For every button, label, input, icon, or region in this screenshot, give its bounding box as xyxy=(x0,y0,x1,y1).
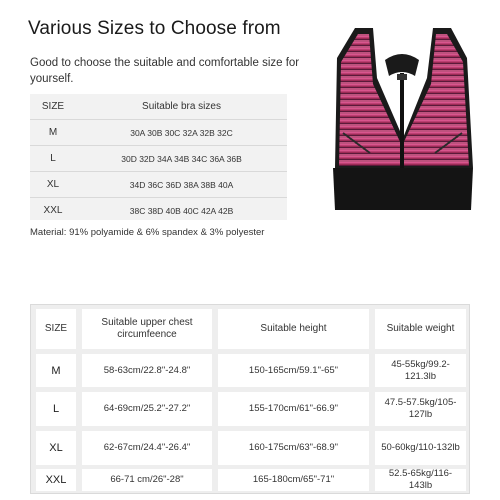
bra-sizes-cell: 30A 30B 30C 32A 32B 32C xyxy=(130,127,233,138)
table-row xyxy=(30,120,287,146)
bra-size-table xyxy=(30,94,287,220)
size-cell: L xyxy=(36,392,76,426)
weight-cell: 47.5-57.5kg/105-127lb xyxy=(375,392,466,426)
bra-sizes-cell: 38C 38D 40B 40C 42A 42B xyxy=(129,205,234,216)
zipper-pull-icon xyxy=(397,74,407,80)
chest-cell: 62-67cm/24.4"-26.4" xyxy=(82,431,212,465)
size-cell: M xyxy=(36,354,76,387)
table-row xyxy=(30,146,287,172)
table-header-cell: Suitable weight xyxy=(375,309,466,349)
height-cell: 155-170cm/61"-66.9" xyxy=(218,392,369,426)
product-image xyxy=(315,18,490,246)
sports-bra-illustration xyxy=(315,18,490,246)
weight-cell: 45-55kg/99.2-121.3lb xyxy=(375,354,466,387)
material-text: Material: 91% polyamide & 6% spandex & 3% polyester xyxy=(30,227,265,238)
size-cell: M xyxy=(48,127,58,138)
table-header-cell: Suitable height xyxy=(218,309,369,349)
height-cell: 150-165cm/59.1"-65" xyxy=(218,354,369,387)
bra-neckline xyxy=(385,54,419,76)
bra-band xyxy=(333,168,473,210)
weight-cell: 50-60kg/110-132lb xyxy=(375,431,466,465)
measurement-table xyxy=(30,304,470,494)
weight-cell: 52.5-65kg/116-143lb xyxy=(375,469,466,491)
height-cell: 165-180cm/65"-71" xyxy=(218,469,369,491)
zipper-icon xyxy=(400,73,404,178)
size-cell: XXL xyxy=(43,205,63,216)
size-cell: XL xyxy=(36,431,76,465)
chest-cell: 66-71 cm/26"-28" xyxy=(82,469,212,491)
header-bra-sizes: Suitable bra sizes xyxy=(142,101,221,112)
table-header-cell: Suitable upper chest circumfeence xyxy=(82,309,212,349)
height-cell: 160-175cm/63"-68.9" xyxy=(218,431,369,465)
table-header-cell: SIZE xyxy=(36,309,76,349)
chest-cell: 58-63cm/22.8"-24.8" xyxy=(82,354,212,387)
size-cell: XL xyxy=(46,179,60,190)
size-cell: XXL xyxy=(36,469,76,491)
page-subtitle: Good to choose the suitable and comfortable size for yourself. xyxy=(30,57,300,85)
page-title: Various Sizes to Choose from xyxy=(28,18,281,39)
bra-sizes-cell: 30D 32D 34A 34B 34C 36A 36B xyxy=(121,153,242,164)
size-cell: L xyxy=(50,153,56,164)
table-row xyxy=(30,198,287,224)
table-header-row xyxy=(30,94,287,120)
bra-sizes-cell: 34D 36C 36D 38A 38B 40A xyxy=(129,179,234,190)
table-row xyxy=(30,172,287,198)
header-size: SIZE xyxy=(41,101,65,112)
chest-cell: 64-69cm/25.2"-27.2" xyxy=(82,392,212,426)
